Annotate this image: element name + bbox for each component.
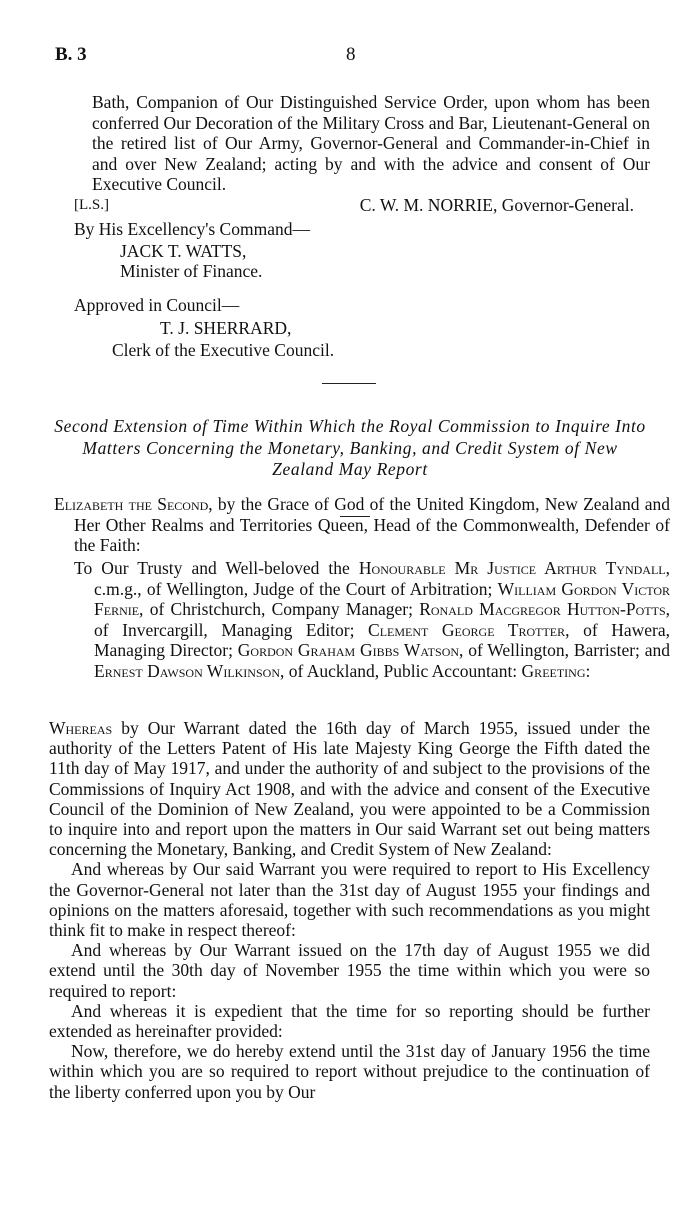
whereas-lead: Whereas (49, 718, 113, 738)
minister-title: Minister of Finance. (120, 261, 263, 281)
addressee-wilkinson-detail: of Auckland, Public Accountant: (284, 660, 522, 681)
addressee-judge-detail: c.m.g., of Wellington, Judge of the Court of Arbitration; (94, 578, 498, 599)
whereas-text: by Our Warrant dated the 16th day of March 1955, issued under the authority of the Letters Patent of His late Majesty King George the Fifth dated the 11th day of May 1917, and under the authority of and subject to the provisions of the Commissions of Inquiry Act 1908, and with the advice and consent of the Executive Council of the Dominion of New Zealand, you were appointed to be a Commission to inquire into and report upon the matters in Our said Warrant set out being matters concerning the Monetary, Banking, and Credit System of New Zealand: (49, 718, 650, 860)
paragraph-expedient: And whereas it is expedient that the time for so reporting should be further extended as hereinafter provided: (49, 1000, 650, 1042)
preamble-underline (340, 516, 370, 517)
paragraph-report-deadline: And whereas by Our said Warrant you were required to report to His Excellency the Governor-General not later than the 31st day of August 1955 your findings and opinions on the matters aforesaid, together with such recommendations as you might think fit to make in respect thereof: (49, 859, 650, 941)
warrant-body (49, 718, 650, 1102)
page-number: 8 (346, 44, 356, 65)
addressee-wilkinson: Ernest Dawson Wilkinson, (94, 660, 285, 681)
addressees-lead: To Our Trusty and Well-beloved the (74, 558, 359, 578)
document-reference: B. 3 (55, 44, 87, 65)
approved-line: Approved in Council— (74, 295, 240, 315)
page-header (0, 44, 700, 70)
warrant-addressees (74, 558, 670, 681)
warrant-title: Second Extension of Time Within Which the Royal Commission to Inquire Into Matters Concerning the Monetary, Banking, and Credit System of New Zealand May Report (54, 416, 646, 479)
governor-signature: C. W. M. NORRIE, Governor-General. (359, 195, 634, 215)
seal-mark: [L.S.] (74, 197, 109, 213)
clerk-name: T. J. SHERRARD, (160, 318, 292, 338)
addressee-watson: Gordon Graham Gibbs Watson, (237, 640, 464, 660)
proclamation-intro: Bath, Companion of Our Distinguished Service Order, upon whom has been conferred Our Decoration of the Military Cross and Bar, Lieutenant-General on the retired list of Our Army, Governor-General and Commander-in-Chief in and over New Zealand; acting by and with the advice and consent of Our Executive Council. (92, 92, 650, 194)
command-line: By His Excellency's Command— (74, 219, 310, 239)
addressee-judge: Honourable Mr Justice Arthur Tyndall, (358, 558, 670, 578)
addressee-watson-detail: of Wellington, Barrister; and (463, 640, 670, 660)
addressee-fernie-detail: of Christchurch, Company Manager; (143, 599, 420, 619)
minister-signature (120, 241, 700, 281)
paragraph-extension-order: Now, therefore, we do hereby extend until the 31st day of January 1956 the time within which you are so required to report without prejudice to the continuation of the liberty conferred upon you by Our (49, 1041, 650, 1102)
minister-name: JACK T. WATTS, (120, 241, 247, 261)
addressee-potts-detail: of Invercargill, Managing Editor; (94, 619, 369, 640)
paragraph-whereas (49, 718, 650, 859)
warrant-preamble (54, 494, 670, 556)
greeting: Greeting: (521, 660, 591, 681)
addressee-potts: Ronald Macgregor Hutton-Potts, (419, 599, 670, 619)
preamble-text: by the Grace of God of the United Kingdom, New Zealand and Her Other Realms and Territories Queen, Head of the Commonwealth, Defender of the Faith: (74, 494, 670, 555)
section-divider (322, 383, 376, 384)
paragraph-first-extension: And whereas by Our Warrant issued on the 17th day of August 1955 we did extend until the 30th day of November 1955 the time within which you were so required to report: (49, 940, 650, 1001)
preamble-lead: Elizabeth the Second, (54, 494, 213, 514)
clerk-title: Clerk of the Executive Council. (112, 340, 335, 360)
addressee-fernie: William Gordon Victor Fernie, (94, 578, 670, 619)
addressee-trotter: Clement George Trotter, (368, 619, 570, 640)
addressee-trotter-detail: of Hawera, Managing Director; (94, 619, 670, 660)
